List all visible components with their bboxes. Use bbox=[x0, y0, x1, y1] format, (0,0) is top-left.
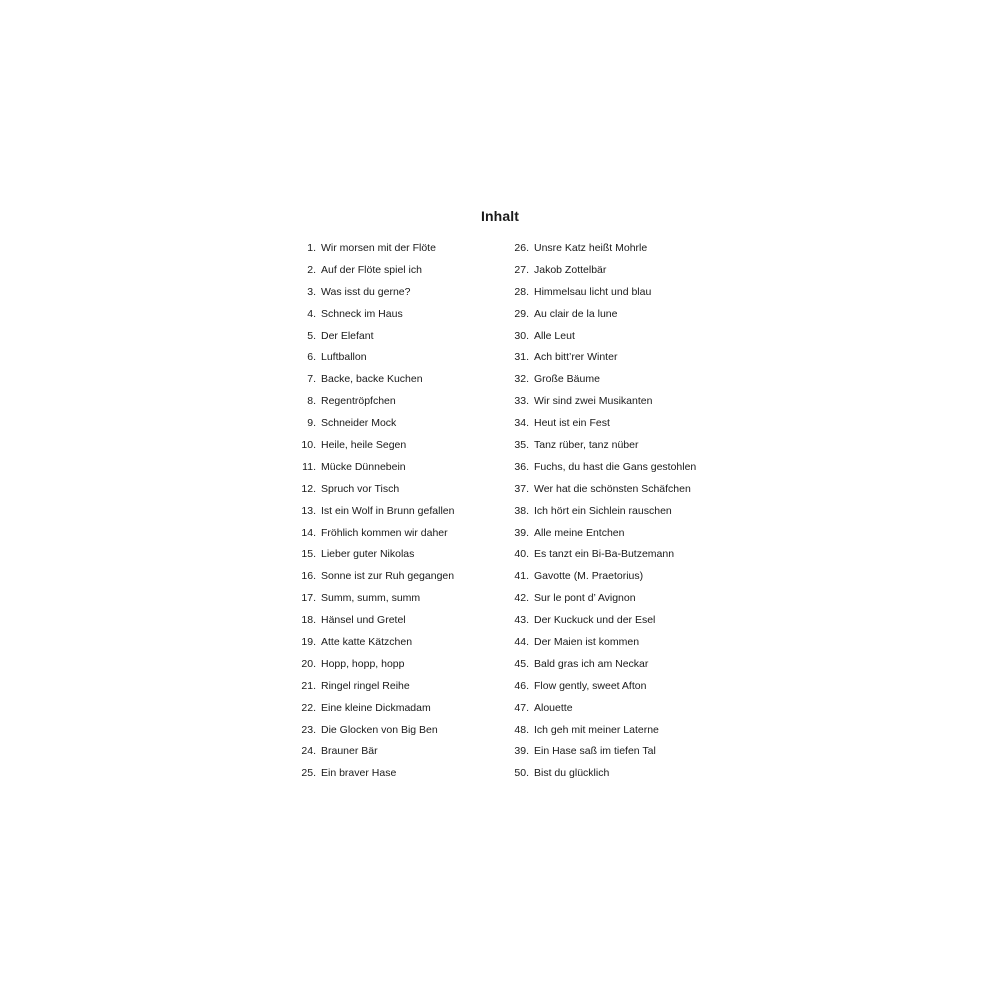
entry-title: Ich hört ein Sichlein rauschen bbox=[534, 504, 672, 517]
entry-title: Schneck im Haus bbox=[321, 307, 403, 320]
entry-title: Atte katte Kätzchen bbox=[321, 636, 413, 649]
entry-number: 6. bbox=[307, 351, 316, 364]
entry-title: Heile, heile Segen bbox=[321, 439, 407, 452]
toc-entry bbox=[503, 566, 743, 588]
toc-entry bbox=[503, 523, 743, 545]
toc-entry bbox=[503, 698, 743, 720]
entry-title: Große Bäume bbox=[534, 373, 600, 386]
toc-entry bbox=[503, 326, 743, 348]
entry-number: 25. bbox=[301, 767, 316, 780]
entry-number: 5. bbox=[307, 329, 316, 342]
entry-title: Schneider Mock bbox=[321, 417, 397, 430]
entry-number: 15. bbox=[301, 548, 316, 561]
entry-title: Die Glocken von Big Ben bbox=[321, 723, 438, 736]
entry-number: 11. bbox=[302, 460, 316, 473]
toc-entry bbox=[503, 544, 743, 566]
toc-entry bbox=[503, 654, 743, 676]
entry-title: Fröhlich kommen wir daher bbox=[321, 526, 448, 539]
entry-title: Flow gently, sweet Afton bbox=[534, 679, 647, 692]
entry-title: Der Kuckuck und der Esel bbox=[534, 614, 656, 627]
entry-title: Ist ein Wolf in Brunn gefallen bbox=[321, 504, 455, 517]
entry-number: 14. bbox=[301, 526, 316, 539]
entry-title: Himmelsau licht und blau bbox=[534, 285, 652, 298]
toc-entry bbox=[503, 457, 743, 479]
entry-title: Wir sind zwei Musikanten bbox=[534, 395, 653, 408]
toc-right-column bbox=[503, 238, 743, 785]
entry-number: 42. bbox=[514, 592, 529, 605]
entry-number: 35. bbox=[514, 439, 529, 452]
entry-title: Brauner Bär bbox=[321, 745, 378, 758]
entry-title: Sur le pont d’ Avignon bbox=[534, 592, 636, 605]
toc-entry bbox=[290, 260, 490, 282]
entry-title: Hopp, hopp, hopp bbox=[321, 657, 405, 670]
toc-entry bbox=[503, 347, 743, 369]
entry-number: 19. bbox=[301, 636, 316, 649]
entry-title: Gavotte (M. Praetorius) bbox=[534, 570, 644, 583]
entry-title: Ich geh mit meiner Laterne bbox=[534, 723, 659, 736]
entry-title: Regentröpfchen bbox=[321, 395, 396, 408]
entry-title: Ein braver Hase bbox=[321, 767, 397, 780]
toc-entry bbox=[290, 566, 490, 588]
toc-entry bbox=[503, 282, 743, 304]
entry-number: 20. bbox=[301, 657, 316, 670]
entry-title: Luftballon bbox=[321, 351, 367, 364]
entry-title: Alle meine Entchen bbox=[534, 526, 625, 539]
entry-title: Ach bitt’rer Winter bbox=[534, 351, 618, 364]
toc-entry bbox=[503, 676, 743, 698]
entry-number: 23. bbox=[301, 723, 316, 736]
toc-entry bbox=[290, 523, 490, 545]
toc-entry bbox=[290, 720, 490, 742]
entry-number: 41. bbox=[514, 570, 529, 583]
toc-entry bbox=[503, 369, 743, 391]
entry-number: 29. bbox=[514, 307, 529, 320]
toc-entry bbox=[290, 347, 490, 369]
entry-number: 3. bbox=[307, 285, 316, 298]
entry-title: Auf der Flöte spiel ich bbox=[321, 263, 422, 276]
toc-entry bbox=[503, 435, 743, 457]
toc-entry bbox=[290, 610, 490, 632]
entry-number: 30. bbox=[514, 329, 529, 342]
entry-number: 32. bbox=[514, 373, 529, 386]
entry-number: 47. bbox=[514, 701, 529, 714]
entry-title: Bist du glücklich bbox=[534, 767, 610, 780]
entry-number: 26. bbox=[514, 242, 529, 254]
entry-number: 10. bbox=[301, 439, 316, 452]
entry-number: 39. bbox=[514, 745, 529, 758]
toc-entry bbox=[290, 544, 490, 566]
toc-entry bbox=[290, 741, 490, 763]
entry-title: Alouette bbox=[534, 701, 573, 714]
entry-number: 43. bbox=[514, 614, 529, 627]
toc-entry bbox=[503, 304, 743, 326]
toc-entry bbox=[290, 676, 490, 698]
toc-entry bbox=[503, 741, 743, 763]
entry-title: Bald gras ich am Neckar bbox=[534, 657, 649, 670]
entry-number: 48. bbox=[514, 723, 529, 736]
entry-title: Wer hat die schönsten Schäfchen bbox=[534, 482, 691, 495]
entry-title: Sonne ist zur Ruh gegangen bbox=[321, 570, 455, 583]
entry-number: 46. bbox=[514, 679, 529, 692]
entry-number: 36. bbox=[514, 460, 529, 473]
toc-entry bbox=[503, 413, 743, 435]
toc-entry bbox=[503, 632, 743, 654]
entry-number: 39. bbox=[514, 526, 529, 539]
entry-number: 40. bbox=[514, 548, 529, 561]
toc-entry bbox=[290, 632, 490, 654]
toc-entry bbox=[290, 413, 490, 435]
entry-number: 2. bbox=[307, 263, 316, 276]
toc-entry bbox=[503, 238, 743, 260]
entry-number: 12. bbox=[301, 482, 316, 495]
entry-title: Was isst du gerne? bbox=[321, 285, 411, 298]
toc-entry bbox=[290, 282, 490, 304]
entry-title: Tanz rüber, tanz nüber bbox=[534, 439, 639, 452]
entry-title: Ringel ringel Reihe bbox=[321, 679, 410, 692]
toc-entry bbox=[290, 391, 490, 413]
toc-entry bbox=[290, 698, 490, 720]
entry-title: Summ, summ, summ bbox=[321, 592, 421, 605]
toc-entry bbox=[290, 435, 490, 457]
entry-title: Alle Leut bbox=[534, 329, 575, 342]
toc-entry bbox=[290, 479, 490, 501]
entry-title: Ein Hase saß im tiefen Tal bbox=[534, 745, 656, 758]
entry-title: Der Maien ist kommen bbox=[534, 636, 640, 649]
entry-title: Jakob Zottelbär bbox=[534, 263, 607, 276]
entry-number: 13. bbox=[301, 504, 316, 517]
toc-entry bbox=[290, 369, 490, 391]
toc-entry bbox=[290, 304, 490, 326]
entry-number: 38. bbox=[514, 504, 529, 517]
entry-title: Unsre Katz heißt Mohrle bbox=[534, 242, 648, 254]
entry-number: 18. bbox=[301, 614, 316, 627]
toc-entry bbox=[290, 654, 490, 676]
entry-number: 21. bbox=[301, 679, 316, 692]
entry-title: Mücke Dünnebein bbox=[321, 460, 406, 473]
toc-entry bbox=[290, 457, 490, 479]
entry-title: Lieber guter Nikolas bbox=[321, 548, 415, 561]
toc-left-column bbox=[290, 238, 490, 785]
entry-number: 24. bbox=[301, 745, 316, 758]
entry-title: Eine kleine Dickmadam bbox=[321, 701, 431, 714]
entry-number: 31. bbox=[514, 351, 529, 364]
entry-number: 37. bbox=[514, 482, 529, 495]
toc-entry bbox=[503, 720, 743, 742]
entry-number: 45. bbox=[514, 657, 529, 670]
entry-title: Wir morsen mit der Flöte bbox=[321, 242, 436, 254]
entry-title: Au clair de la lune bbox=[534, 307, 618, 320]
entry-number: 8. bbox=[307, 395, 316, 408]
toc-entry bbox=[290, 763, 490, 785]
entry-title: Hänsel und Gretel bbox=[321, 614, 406, 627]
toc-entry bbox=[503, 610, 743, 632]
entry-title: Backe, backe Kuchen bbox=[321, 373, 423, 386]
entry-title: Spruch vor Tisch bbox=[321, 482, 400, 495]
entry-number: 7. bbox=[307, 373, 316, 386]
toc-entry bbox=[503, 763, 743, 785]
toc-entry bbox=[290, 588, 490, 610]
toc-entry bbox=[503, 588, 743, 610]
entry-title: Es tanzt ein Bi-Ba-Butzemann bbox=[534, 548, 675, 561]
entry-number: 28. bbox=[514, 285, 529, 298]
toc-entry bbox=[290, 501, 490, 523]
toc-entry bbox=[503, 391, 743, 413]
entry-title: Fuchs, du hast die Gans gestohlen bbox=[534, 460, 697, 473]
entry-number: 33. bbox=[514, 395, 529, 408]
entry-number: 22. bbox=[301, 701, 316, 714]
entry-number: 9. bbox=[307, 417, 316, 430]
entry-number: 50. bbox=[514, 767, 529, 780]
entry-number: 1. bbox=[307, 242, 316, 254]
entry-number: 44. bbox=[514, 636, 529, 649]
toc-entry bbox=[503, 260, 743, 282]
toc-entry bbox=[290, 326, 490, 348]
entry-number: 17. bbox=[301, 592, 316, 605]
toc-entry bbox=[503, 501, 743, 523]
entry-title: Heut ist ein Fest bbox=[534, 417, 610, 430]
entry-number: 16. bbox=[301, 570, 316, 583]
page-title: Inhalt bbox=[481, 208, 519, 224]
toc-entry bbox=[503, 479, 743, 501]
entry-number: 4. bbox=[307, 307, 316, 320]
entry-number: 34. bbox=[514, 417, 529, 430]
toc-entry bbox=[290, 238, 490, 260]
entry-number: 27. bbox=[514, 263, 529, 276]
entry-title: Der Elefant bbox=[321, 329, 374, 342]
